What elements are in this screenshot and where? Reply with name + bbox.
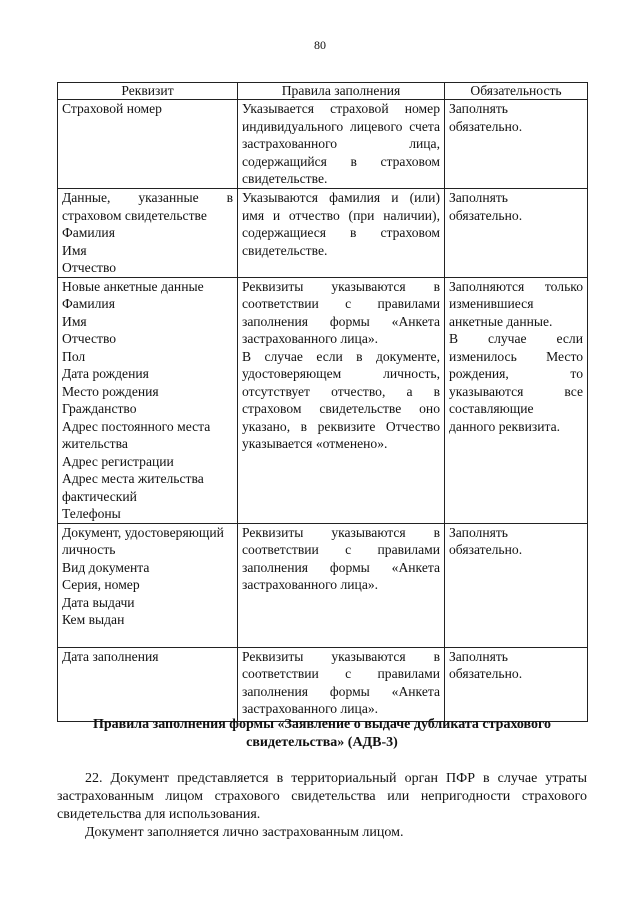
table-row: [58, 100, 588, 189]
cell-rekvizit: [58, 189, 238, 278]
cell-line: Реквизиты указываются в соответствии с правилами заполнения формы «Анкета застрахованного лица».: [242, 524, 440, 592]
cell-line: Гражданство: [62, 401, 137, 416]
cell-line: Дата заполнения: [62, 648, 159, 664]
table-row: [58, 189, 588, 278]
section-title: Правила заполнения формы «Заявление о выдаче дубликата страхового свидетельства» (АДВ-3): [92, 717, 552, 750]
cell-line: Данные, указанные в страховом свидетельстве: [62, 190, 233, 223]
cell-line: Адрес места жительства фактический: [62, 471, 204, 504]
cell-line: Имя: [62, 242, 87, 258]
cell-line: Телефоны: [62, 506, 121, 521]
cell-line: Отчество: [62, 331, 117, 346]
cell-rekvizit: [58, 523, 238, 647]
cell-line: Фамилия: [62, 296, 115, 311]
cell-line: Реквизиты указываются в соответствии с правилами заполнения формы «Анкета застрахованного лица».: [242, 278, 440, 346]
cell-rules: [238, 189, 445, 278]
cell-line: Документ, удостоверяющий личность: [62, 524, 224, 557]
cell-rekvizit: [58, 100, 238, 189]
cell-line: Фамилия: [62, 225, 115, 240]
cell-line: Дата рождения: [62, 366, 149, 381]
cell-line: Отчество: [62, 260, 117, 275]
paragraph: Документ заполняется лично застрахованным лицом.: [85, 825, 404, 840]
table-row: [58, 523, 588, 647]
cell-line: Указываются фамилия и (или) имя и отчество (при наличии), содержащиеся в страховом свидетельстве.: [242, 190, 440, 258]
cell-mandatory: [445, 100, 588, 189]
cell-line: Заполнять обязательно.: [449, 101, 523, 134]
cell-rules: [238, 523, 445, 647]
table-row: [58, 277, 588, 523]
cell-line: Заполняются только изменившиеся анкетные данные.: [449, 278, 583, 329]
cell-line: Указывается страховой номер индивидуального лицевого счета застрахованного лица, содержащийся в страховом свидетельстве.: [242, 101, 440, 186]
cell-mandatory: [445, 277, 588, 523]
cell-line: Заполнять обязательно.: [449, 524, 523, 557]
header-rules: Правила заполнения: [238, 83, 445, 100]
cell-rules: [238, 647, 445, 721]
cell-line: Серия, номер: [62, 577, 140, 592]
cell-line: В случае если изменилось Место рождения, то указываются все составляющие данного реквизита.: [449, 331, 583, 434]
cell-rules: [238, 100, 445, 189]
cell-line: Имя: [62, 313, 87, 329]
cell-mandatory: [445, 523, 588, 647]
cell-line: Заполнять обязательно.: [449, 190, 523, 223]
table-header-row: [58, 83, 588, 100]
cell-line: Пол: [62, 348, 86, 364]
cell-line: Новые анкетные данные: [62, 278, 204, 294]
cell-mandatory: [445, 189, 588, 278]
paragraph: 22. Документ представляется в территориальный орган ПФР в случае утраты застрахованным лицом страхового свидетельства или непригодности страхового свидетельства для использования.: [57, 771, 587, 822]
cell-line: Дата выдачи: [62, 594, 135, 610]
cell-line: Адрес постоянного места жительства: [62, 418, 211, 451]
page-number: 80: [314, 38, 326, 52]
requisites-table: [57, 82, 588, 722]
cell-rules: [238, 277, 445, 523]
cell-rekvizit: [58, 647, 238, 721]
cell-mandatory: [445, 647, 588, 721]
header-rekvizit: Реквизит: [58, 83, 238, 100]
cell-line: Адрес регистрации: [62, 453, 174, 469]
cell-line: Реквизиты указываются в соответствии с правилами заполнения формы «Анкета застрахованного лица».: [242, 648, 440, 716]
cell-rekvizit: [58, 277, 238, 523]
cell-line: В случае если в документе, удостоверяющем личность, отсутствует отчество, а в страховом свидетельстве оно указано, в реквизите Отчество указывается «отменено».: [242, 348, 440, 451]
cell-line: Место рождения: [62, 383, 159, 399]
cell-line: Заполнять обязательно.: [449, 648, 523, 681]
cell-line: Кем выдан: [62, 612, 125, 627]
cell-line: Вид документа: [62, 559, 150, 575]
table-row: [58, 647, 588, 721]
cell-line: Страховой номер: [62, 101, 162, 116]
header-mandatory: Обязательность: [445, 83, 588, 100]
